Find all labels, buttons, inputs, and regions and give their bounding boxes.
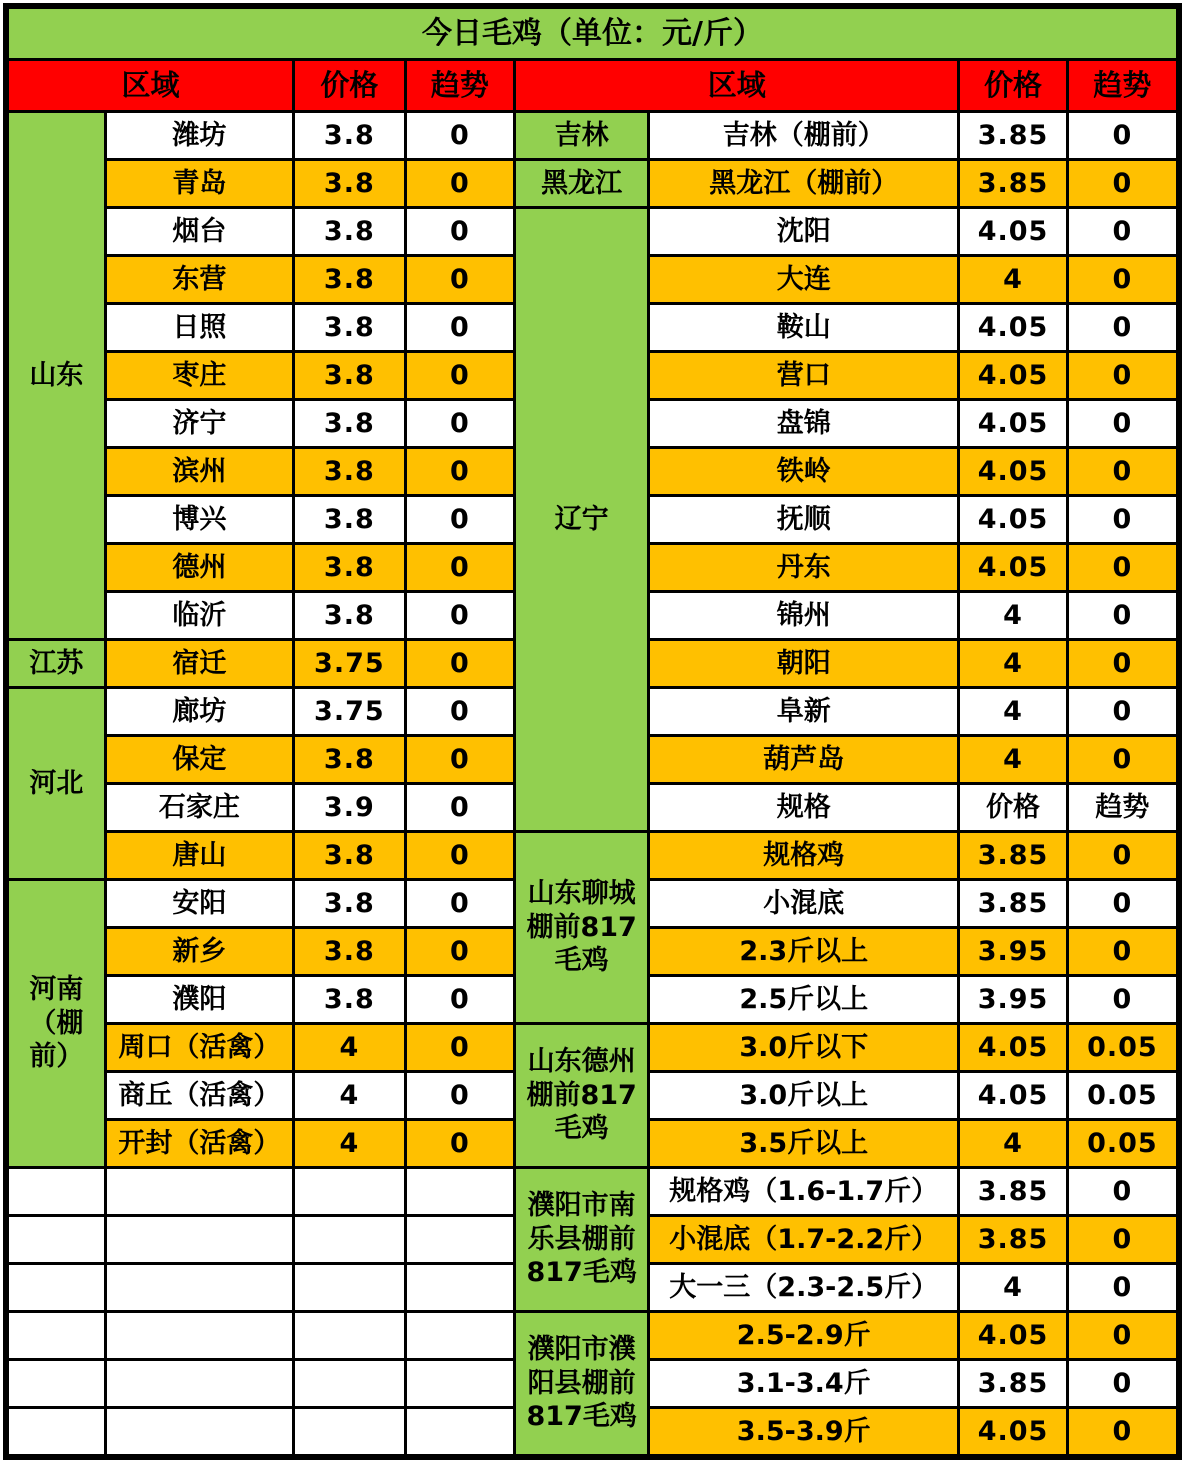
empty-cell <box>6 1216 105 1264</box>
region-cell: 规格鸡（1.6-1.7斤） <box>649 1168 959 1216</box>
empty-cell <box>105 1408 293 1458</box>
region-cell: 规格鸡 <box>649 832 959 880</box>
price-cell: 3.8 <box>294 352 406 400</box>
region-cell: 2.5斤以上 <box>649 976 959 1024</box>
price-cell: 3.8 <box>294 112 406 160</box>
trend-cell: 0 <box>405 736 515 784</box>
price-cell: 3.8 <box>294 880 406 928</box>
region-cell: 2.5-2.9斤 <box>649 1312 959 1360</box>
region-cell: 葫芦岛 <box>649 736 959 784</box>
price-cell: 4 <box>959 1120 1067 1168</box>
region-cell: 宿迁 <box>105 640 293 688</box>
trend-cell: 0 <box>405 400 515 448</box>
empty-cell <box>105 1216 293 1264</box>
trend-cell: 0 <box>405 832 515 880</box>
trend-cell: 0 <box>405 352 515 400</box>
empty-cell <box>405 1168 515 1216</box>
price-cell: 4.05 <box>959 352 1067 400</box>
table-row <box>6 208 1179 256</box>
price-cell: 4 <box>294 1072 406 1120</box>
price-cell: 4.05 <box>959 304 1067 352</box>
price-cell: 3.8 <box>294 208 406 256</box>
price-cell: 3.8 <box>294 304 406 352</box>
price-table <box>3 3 1182 1460</box>
region-cell: 保定 <box>105 736 293 784</box>
region-cell: 2.3斤以上 <box>649 928 959 976</box>
empty-cell <box>6 1264 105 1312</box>
price-cell: 4.05 <box>959 208 1067 256</box>
trend-cell: 0 <box>1067 304 1179 352</box>
price-cell: 4 <box>959 688 1067 736</box>
region-cell: 鞍山 <box>649 304 959 352</box>
trend-cell: 0 <box>1067 688 1179 736</box>
region-cell: 新乡 <box>105 928 293 976</box>
region-cell: 阜新 <box>649 688 959 736</box>
trend-cell: 0 <box>1067 1264 1179 1312</box>
province-liaoning: 辽宁 <box>515 208 649 832</box>
region-cell: 3.0斤以下 <box>649 1024 959 1072</box>
region-cell: 3.5-3.9斤 <box>649 1408 959 1458</box>
empty-cell <box>6 1312 105 1360</box>
price-table-frame <box>3 3 1182 1460</box>
price-cell: 3.75 <box>294 640 406 688</box>
empty-cell <box>105 1360 293 1408</box>
region-cell: 铁岭 <box>649 448 959 496</box>
trend-cell: 0 <box>1067 592 1179 640</box>
trend-cell: 0 <box>1067 1360 1179 1408</box>
group-puyangxian-817: 濮阳市濮阳县棚前817毛鸡 <box>515 1312 649 1458</box>
price-cell: 3.8 <box>294 160 406 208</box>
trend-cell: 0 <box>405 640 515 688</box>
title-row <box>6 6 1179 60</box>
trend-cell: 0 <box>405 880 515 928</box>
region-cell: 济宁 <box>105 400 293 448</box>
empty-cell <box>294 1168 406 1216</box>
province-henan: 河南（棚前） <box>6 880 105 1168</box>
trend-cell: 0 <box>1067 256 1179 304</box>
region-cell: 枣庄 <box>105 352 293 400</box>
region-cell: 安阳 <box>105 880 293 928</box>
empty-cell <box>294 1264 406 1312</box>
group-nanle-817: 濮阳市南乐县棚前817毛鸡 <box>515 1168 649 1312</box>
region-cell: 大一三（2.3-2.5斤） <box>649 1264 959 1312</box>
empty-cell <box>405 1264 515 1312</box>
trend-cell: 0 <box>1067 1168 1179 1216</box>
trend-cell: 0 <box>405 304 515 352</box>
region-cell: 临沂 <box>105 592 293 640</box>
trend-cell: 0 <box>1067 160 1179 208</box>
region-cell: 东营 <box>105 256 293 304</box>
trend-cell: 0.05 <box>1067 1072 1179 1120</box>
price-cell: 4.05 <box>959 1312 1067 1360</box>
region-cell: 小混底 <box>649 880 959 928</box>
province-heilongjiang: 黑龙江 <box>515 160 649 208</box>
trend-cell: 0 <box>1067 736 1179 784</box>
price-cell: 3.85 <box>959 832 1067 880</box>
trend-cell: 0 <box>405 496 515 544</box>
header-trend-left: 趋势 <box>405 60 515 112</box>
empty-cell <box>294 1408 406 1458</box>
trend-cell: 0 <box>1067 880 1179 928</box>
price-cell: 4.05 <box>959 1072 1067 1120</box>
price-cell: 4 <box>294 1120 406 1168</box>
region-cell: 抚顺 <box>649 496 959 544</box>
price-cell: 4.05 <box>959 544 1067 592</box>
region-cell: 朝阳 <box>649 640 959 688</box>
trend-cell: 0 <box>1067 496 1179 544</box>
province-hebei: 河北 <box>6 688 105 880</box>
trend-cell: 0 <box>1067 1216 1179 1264</box>
price-cell: 3.8 <box>294 448 406 496</box>
province-shandong: 山东 <box>6 112 105 640</box>
price-cell: 4 <box>959 640 1067 688</box>
trend-cell: 0 <box>1067 352 1179 400</box>
trend-cell: 0 <box>405 208 515 256</box>
group-liaocheng-817: 山东聊城棚前817毛鸡 <box>515 832 649 1024</box>
price-cell: 3.8 <box>294 832 406 880</box>
region-cell: 德州 <box>105 544 293 592</box>
table-row <box>6 832 1179 880</box>
price-cell: 3.8 <box>294 400 406 448</box>
price-cell: 3.95 <box>959 928 1067 976</box>
empty-cell <box>405 1408 515 1458</box>
price-cell: 4 <box>294 1024 406 1072</box>
trend-cell: 0 <box>405 1024 515 1072</box>
empty-cell <box>6 1408 105 1458</box>
trend-cell: 0 <box>1067 832 1179 880</box>
price-cell: 3.8 <box>294 256 406 304</box>
trend-cell: 0 <box>405 256 515 304</box>
trend-cell: 0 <box>1067 1312 1179 1360</box>
price-cell: 3.85 <box>959 880 1067 928</box>
price-cell: 4 <box>959 1264 1067 1312</box>
empty-cell <box>405 1312 515 1360</box>
trend-cell: 0 <box>405 688 515 736</box>
price-cell: 3.75 <box>294 688 406 736</box>
region-cell: 沈阳 <box>649 208 959 256</box>
province-jilin: 吉林 <box>515 112 649 160</box>
price-cell: 4 <box>959 256 1067 304</box>
trend-cell: 0 <box>1067 208 1179 256</box>
region-cell: 石家庄 <box>105 784 293 832</box>
header-trend-right: 趋势 <box>1067 60 1179 112</box>
trend-cell: 0 <box>405 544 515 592</box>
trend-cell: 0 <box>405 448 515 496</box>
region-cell: 大连 <box>649 256 959 304</box>
price-cell: 3.8 <box>294 928 406 976</box>
price-cell: 3.85 <box>959 1360 1067 1408</box>
price-cell: 4 <box>959 736 1067 784</box>
region-cell: 开封（活禽） <box>105 1120 293 1168</box>
price-cell: 3.95 <box>959 976 1067 1024</box>
region-cell: 滨州 <box>105 448 293 496</box>
trend-cell: 0 <box>405 592 515 640</box>
group-dezhou-817: 山东德州棚前817毛鸡 <box>515 1024 649 1168</box>
header-price-left: 价格 <box>294 60 406 112</box>
price-cell: 3.85 <box>959 1216 1067 1264</box>
price-cell: 3.8 <box>294 496 406 544</box>
price-cell: 3.85 <box>959 112 1067 160</box>
trend-cell: 0 <box>1067 544 1179 592</box>
trend-cell: 0 <box>1067 400 1179 448</box>
empty-cell <box>405 1216 515 1264</box>
price-cell: 3.9 <box>294 784 406 832</box>
table-row <box>6 1168 1179 1216</box>
table-row <box>6 1312 1179 1360</box>
region-cell: 锦州 <box>649 592 959 640</box>
region-cell: 商丘（活禽） <box>105 1072 293 1120</box>
trend-cell: 0 <box>405 784 515 832</box>
header-region-left: 区域 <box>6 60 294 112</box>
price-cell: 4.05 <box>959 400 1067 448</box>
region-cell: 博兴 <box>105 496 293 544</box>
empty-cell <box>105 1264 293 1312</box>
region-cell: 3.5斤以上 <box>649 1120 959 1168</box>
trend-cell: 0.05 <box>1067 1120 1179 1168</box>
table-row <box>6 1024 1179 1072</box>
trend-cell: 0 <box>1067 640 1179 688</box>
header-price-right: 价格 <box>959 60 1067 112</box>
empty-cell <box>294 1312 406 1360</box>
region-cell: 黑龙江（棚前） <box>649 160 959 208</box>
trend-cell: 0 <box>405 928 515 976</box>
price-cell: 3.8 <box>294 976 406 1024</box>
region-cell: 营口 <box>649 352 959 400</box>
price-cell: 3.8 <box>294 592 406 640</box>
trend-cell: 0.05 <box>1067 1024 1179 1072</box>
region-cell: 烟台 <box>105 208 293 256</box>
table-row <box>6 112 1179 160</box>
trend-cell: 0 <box>1067 112 1179 160</box>
region-cell: 廊坊 <box>105 688 293 736</box>
region-cell: 日照 <box>105 304 293 352</box>
empty-cell <box>294 1360 406 1408</box>
region-cell: 盘锦 <box>649 400 959 448</box>
header-region-right: 区域 <box>515 60 959 112</box>
price-cell: 4.05 <box>959 448 1067 496</box>
empty-cell <box>105 1312 293 1360</box>
region-cell: 丹东 <box>649 544 959 592</box>
price-cell: 3.85 <box>959 1168 1067 1216</box>
trend-cell: 0 <box>1067 976 1179 1024</box>
region-cell: 3.1-3.4斤 <box>649 1360 959 1408</box>
empty-cell <box>6 1168 105 1216</box>
empty-cell <box>6 1360 105 1408</box>
province-jiangsu: 江苏 <box>6 640 105 688</box>
price-cell: 3.85 <box>959 160 1067 208</box>
trend-cell: 0 <box>405 1072 515 1120</box>
trend-cell: 0 <box>405 160 515 208</box>
price-cell: 3.8 <box>294 544 406 592</box>
empty-cell <box>405 1360 515 1408</box>
price-cell: 4 <box>959 592 1067 640</box>
empty-cell <box>294 1216 406 1264</box>
trend-cell: 0 <box>1067 928 1179 976</box>
subheader-trend: 趋势 <box>1067 784 1179 832</box>
region-cell: 潍坊 <box>105 112 293 160</box>
trend-cell: 0 <box>405 976 515 1024</box>
table-row <box>6 160 1179 208</box>
region-cell: 小混底（1.7-2.2斤） <box>649 1216 959 1264</box>
region-cell: 周口（活禽） <box>105 1024 293 1072</box>
subheader-spec: 规格 <box>649 784 959 832</box>
subheader-price: 价格 <box>959 784 1067 832</box>
trend-cell: 0 <box>1067 448 1179 496</box>
trend-cell: 0 <box>405 1120 515 1168</box>
price-cell: 4.05 <box>959 496 1067 544</box>
trend-cell: 0 <box>405 112 515 160</box>
empty-cell <box>105 1168 293 1216</box>
price-cell: 4.05 <box>959 1024 1067 1072</box>
table-title: 今日毛鸡（单位：元/斤） <box>6 6 1179 60</box>
region-cell: 青岛 <box>105 160 293 208</box>
price-cell: 4.05 <box>959 1408 1067 1458</box>
header-row <box>6 60 1179 112</box>
region-cell: 3.0斤以上 <box>649 1072 959 1120</box>
region-cell: 吉林（棚前） <box>649 112 959 160</box>
region-cell: 濮阳 <box>105 976 293 1024</box>
price-cell: 3.8 <box>294 736 406 784</box>
region-cell: 唐山 <box>105 832 293 880</box>
trend-cell: 0 <box>1067 1408 1179 1458</box>
